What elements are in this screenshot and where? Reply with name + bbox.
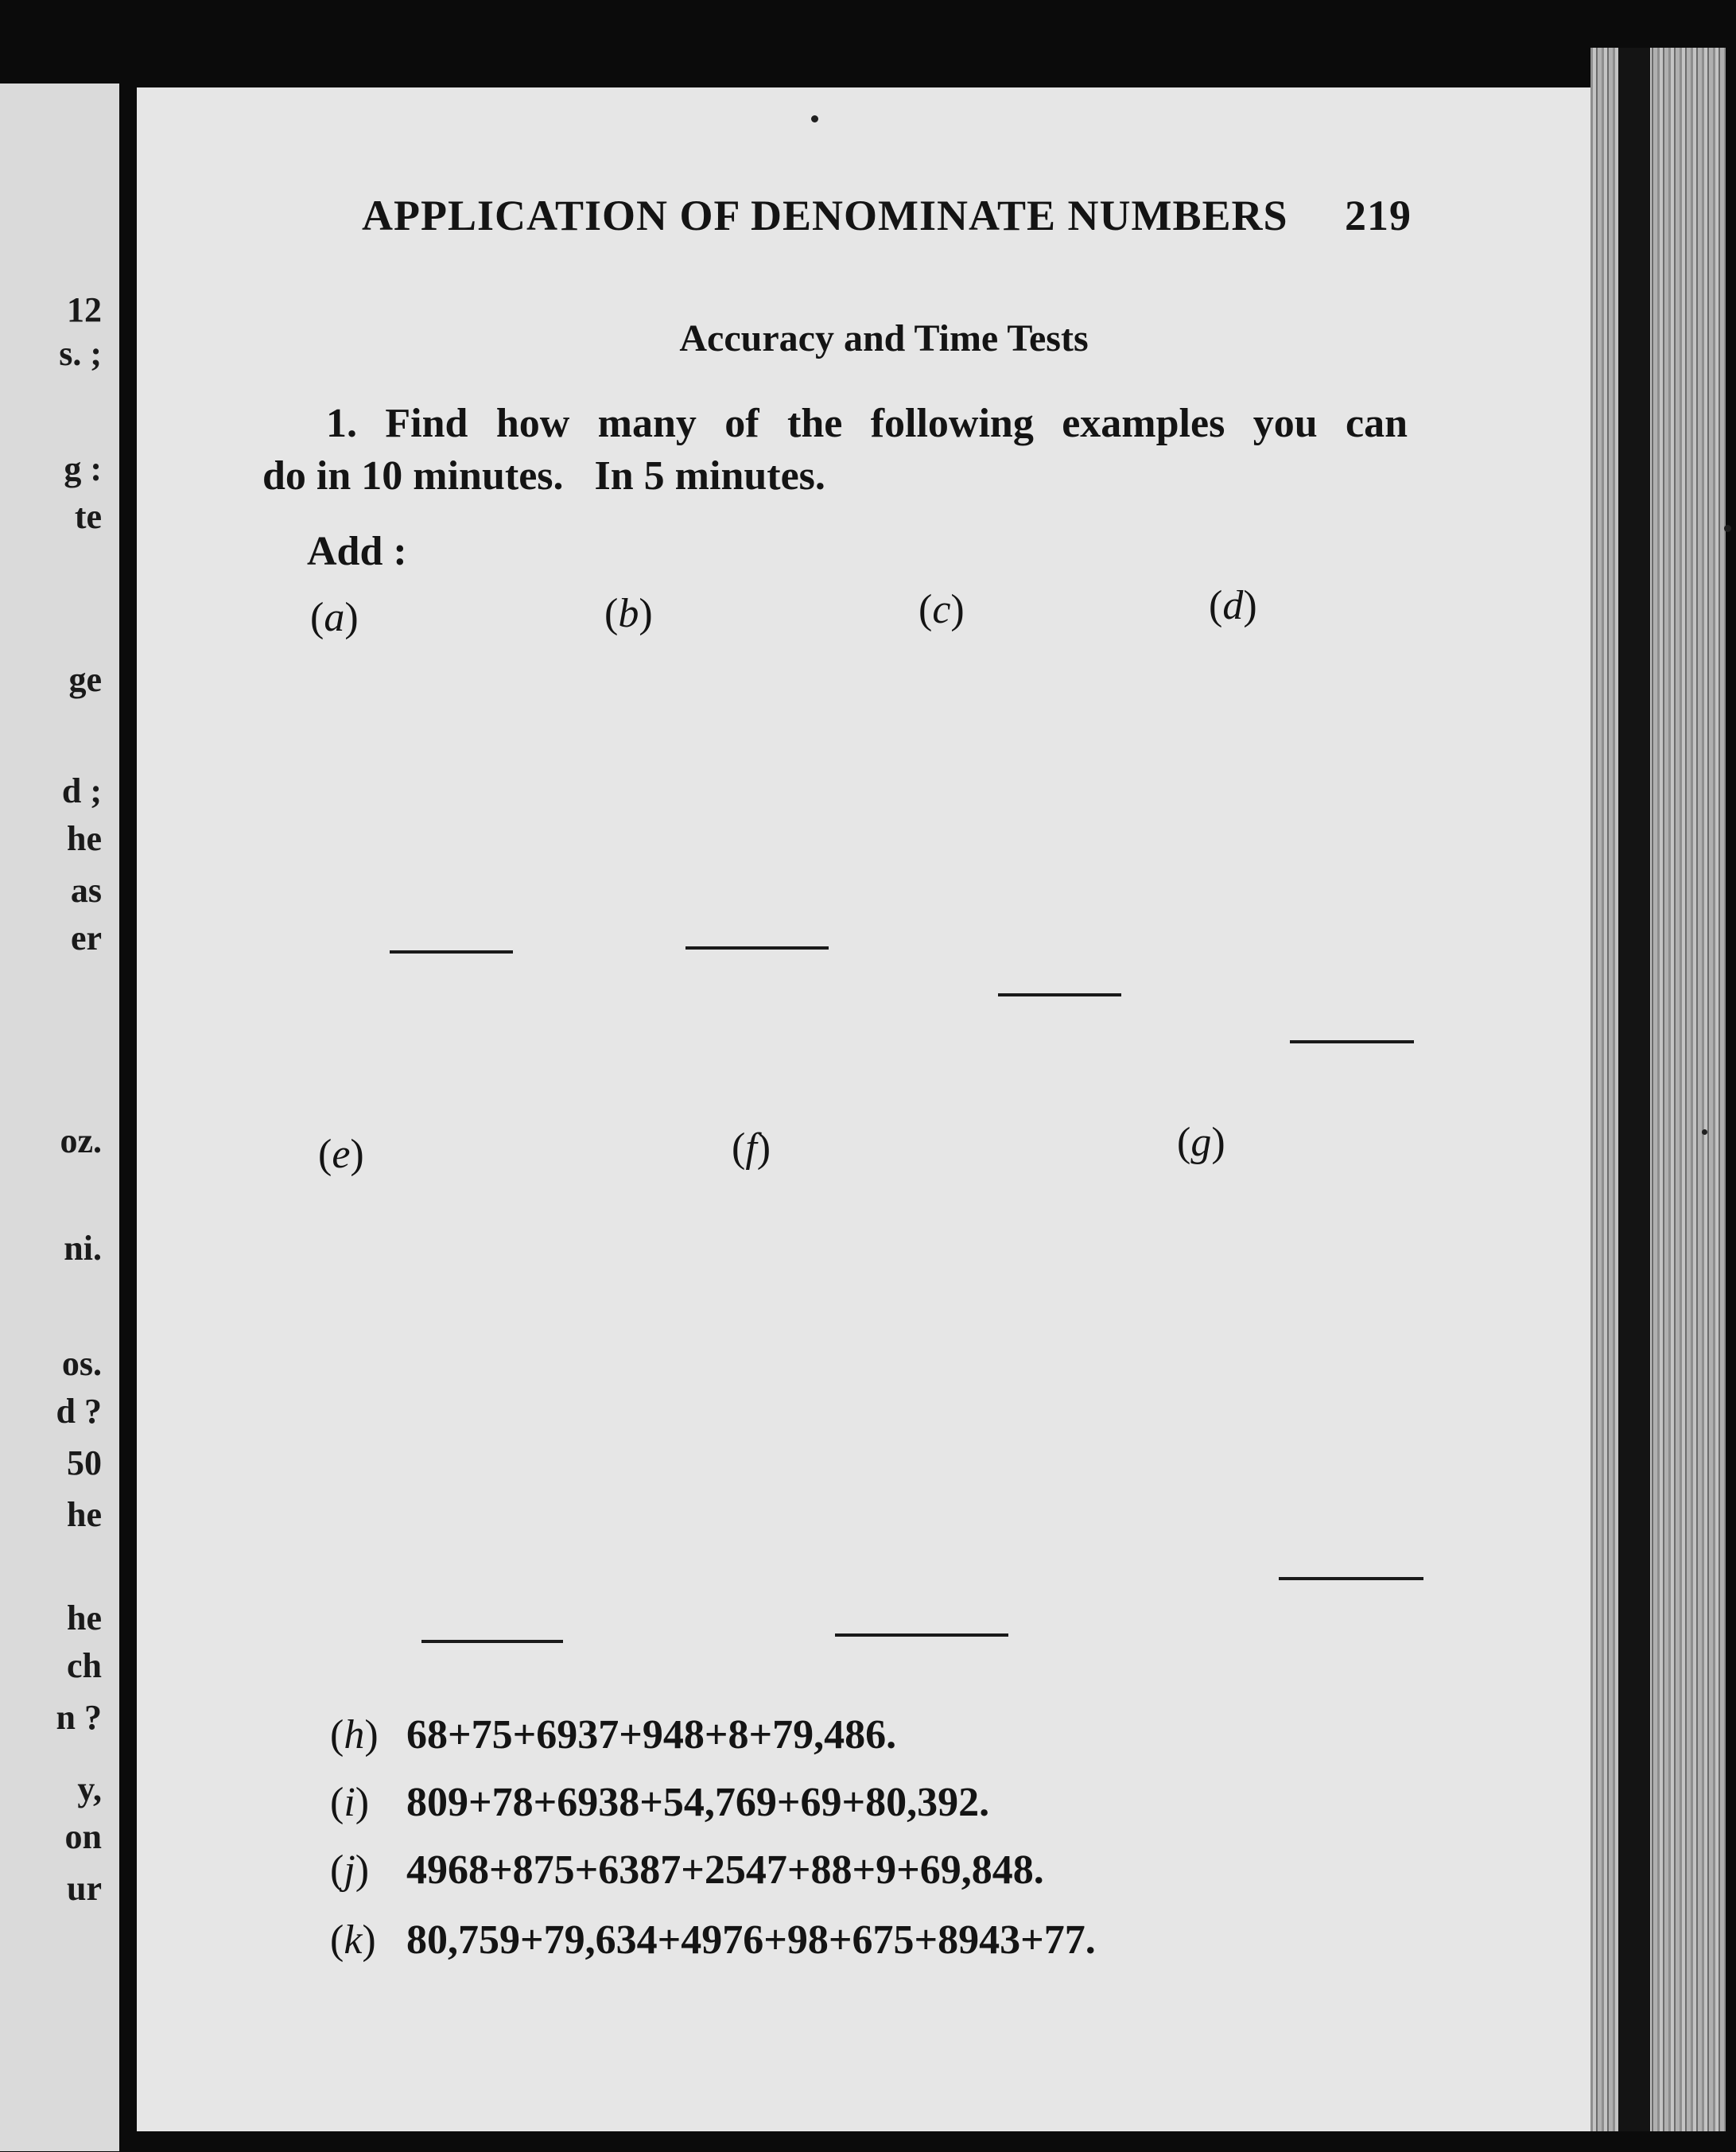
left-page-text-fragment: g : xyxy=(64,449,102,488)
left-page-text-fragment: oz. xyxy=(60,1121,102,1160)
left-page-text-fragment: he xyxy=(67,819,102,858)
left-page-text-fragment: 50 xyxy=(67,1443,102,1482)
sum-rule xyxy=(835,1633,1008,1637)
intro-word: of xyxy=(724,401,759,446)
expression-j xyxy=(330,1845,1044,1896)
left-page-text-fragment: he xyxy=(67,1598,102,1637)
sum-rule xyxy=(1279,1577,1423,1580)
speck xyxy=(1702,1129,1707,1135)
problem-intro xyxy=(262,398,1408,503)
left-page-text-fragment: te xyxy=(74,497,102,536)
add-instruction: Add : xyxy=(307,529,407,574)
expression-label: (h) xyxy=(330,1712,379,1758)
sum-rule xyxy=(1290,1040,1414,1043)
left-page-text-fragment: 12 xyxy=(67,290,102,329)
column-label: (c) xyxy=(918,587,965,632)
intro-line-1 xyxy=(262,398,1408,450)
expression-text: 4968+875+6387+2547+88+9+69,848. xyxy=(406,1847,1044,1893)
sum-rule xyxy=(685,946,829,950)
left-page-text-fragment: d ; xyxy=(61,771,102,810)
running-head-title: APPLICATION OF DENOMINATE NUMBERS xyxy=(362,192,1288,239)
left-page-text-fragment: ur xyxy=(67,1869,102,1908)
page-number: 219 xyxy=(1345,192,1412,239)
intro-word: many xyxy=(597,401,697,446)
left-page-text-fragment: d ? xyxy=(56,1392,102,1431)
expression-h xyxy=(330,1710,896,1761)
left-page-text-fragment: on xyxy=(64,1817,102,1856)
expression-i xyxy=(330,1777,989,1828)
intro-word: you xyxy=(1252,401,1318,446)
left-page-text-fragment: y, xyxy=(77,1769,102,1808)
speck xyxy=(811,115,818,122)
speck xyxy=(1724,525,1731,532)
page-gutter xyxy=(1618,48,1650,2131)
intro-word: can xyxy=(1345,401,1408,446)
intro-word: examples xyxy=(1062,401,1225,446)
column-label: (f) xyxy=(732,1125,771,1171)
column-label: (d) xyxy=(1209,583,1257,628)
left-page-text-fragment: os. xyxy=(61,1344,102,1383)
intro-line-2: do in 10 minutes. In 5 minutes. xyxy=(262,453,825,499)
intro-word: Find xyxy=(385,401,468,446)
column-label: (e) xyxy=(318,1132,364,1177)
sum-rule xyxy=(421,1640,563,1643)
running-head xyxy=(362,191,1412,240)
column-label: (b) xyxy=(604,591,653,636)
left-page-text-fragment: ni. xyxy=(64,1229,102,1268)
column-label: (a) xyxy=(310,595,359,640)
page-edge xyxy=(1590,48,1726,2131)
problem-number: 1. xyxy=(326,401,357,446)
left-page-text-fragment: n ? xyxy=(56,1698,102,1737)
intro-word: how xyxy=(495,401,570,446)
intro-word: the xyxy=(787,401,843,446)
expression-label: (i) xyxy=(330,1780,370,1825)
left-page-text-fragment: as xyxy=(70,871,102,910)
expression-text: 80,759+79,634+4976+98+675+8943+77. xyxy=(406,1917,1096,1963)
sum-rule xyxy=(998,993,1121,996)
expression-label: (k) xyxy=(330,1917,376,1963)
left-page-text-fragment: ch xyxy=(67,1646,102,1685)
sum-rule xyxy=(390,950,513,954)
left-page-text-fragment: er xyxy=(70,919,102,958)
expression-text: 809+78+6938+54,769+69+80,392. xyxy=(406,1780,990,1825)
left-page-text-fragment: ge xyxy=(68,660,102,699)
expression-label: (j) xyxy=(330,1847,370,1893)
expression-text: 68+75+6937+948+8+79,486. xyxy=(406,1712,897,1758)
left-page-text-fragment: s. ; xyxy=(59,334,102,373)
intro-word: following xyxy=(870,401,1034,446)
section-title: Accuracy and Time Tests xyxy=(679,317,1089,359)
left-page-text-fragment: he xyxy=(67,1495,102,1534)
expression-k xyxy=(330,1915,1096,1966)
column-label: (g) xyxy=(1177,1120,1225,1165)
